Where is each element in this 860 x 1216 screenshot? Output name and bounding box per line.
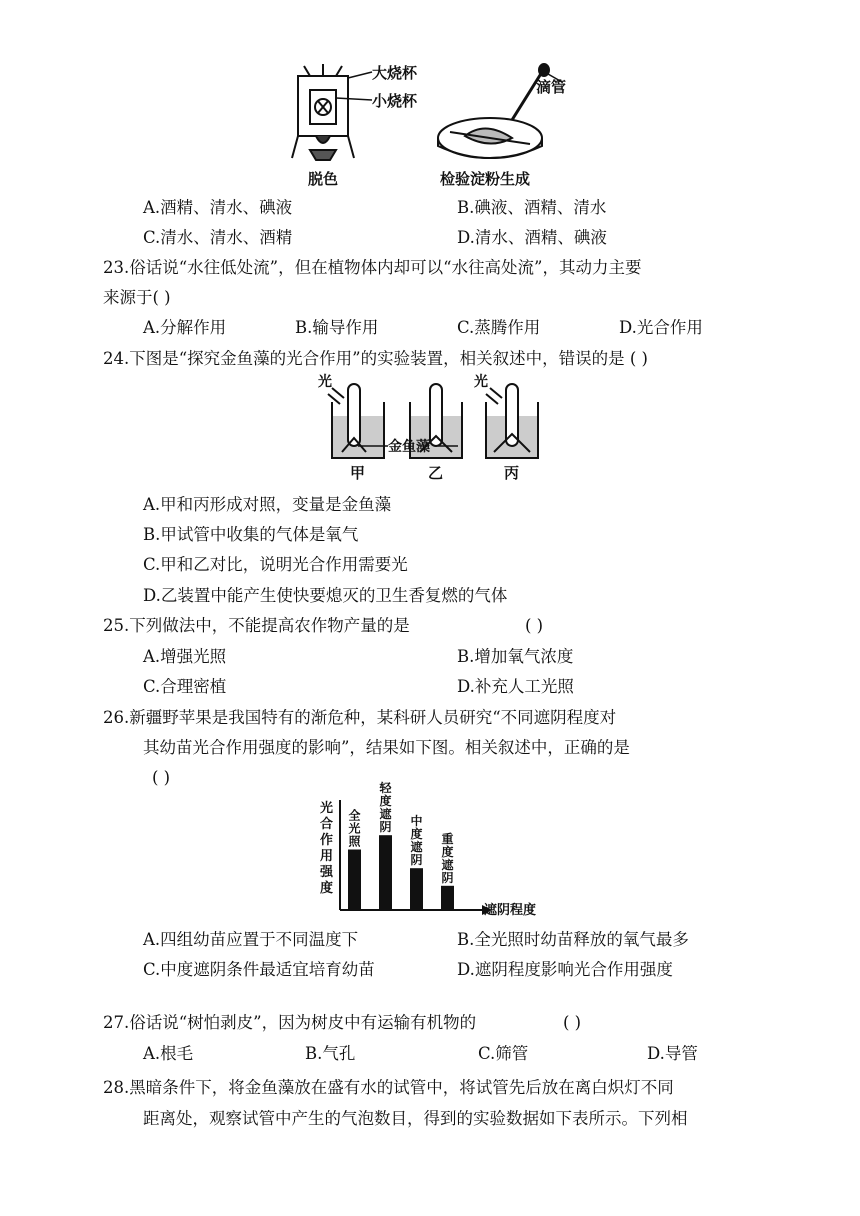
shading-photosynthesis-chart (316, 781, 548, 918)
category-label-3: 重度遮阴 (441, 831, 454, 885)
y-axis-label-char: 用 (320, 849, 334, 864)
category-label-0: 全光照 (348, 808, 361, 849)
x-axis-label: 遮阴程度 (484, 903, 537, 918)
bar-1 (379, 835, 392, 910)
q25-option-b: B.增加氧气浓度 (457, 647, 574, 666)
q22-option-c: C.清水、清水、酒精 (143, 228, 293, 247)
q27-option-a: A.根毛 (143, 1044, 194, 1063)
label-jia: 甲 (350, 464, 366, 482)
y-axis-label-char: 合 (320, 817, 334, 832)
category-label-2: 中度遮阴 (410, 814, 423, 868)
q27-stem: 27.俗话说“树怕剥皮”，因为树皮中有运输有机物的 (103, 1013, 477, 1032)
q26-option-c: C.中度遮阴条件最适宜培育幼苗 (143, 960, 375, 979)
q24-option-a: A.甲和丙形成对照，变量是金鱼藻 (143, 495, 392, 514)
q23-stem-line1: 23.俗话说“水往低处流”，但在植物体内却可以“水往高处流”，其动力主要 (103, 258, 642, 277)
caption-decolorize: 脱色 (308, 170, 339, 188)
bar-0 (348, 850, 361, 911)
label-goldfish-weed: 金鱼藻 (388, 439, 430, 455)
q28-stem-line1: 28.黑暗条件下，将金鱼藻放在盛有水的试管中，将试管先后放在离白炽灯不同 (103, 1078, 674, 1097)
q23-option-b: B.输导作用 (295, 318, 379, 337)
y-axis-label-char: 光 (320, 801, 334, 816)
q27-option-c: C.筛管 (478, 1044, 529, 1063)
q24-option-c: C.甲和乙对比，说明光合作用需要光 (143, 555, 408, 574)
q22-option-d: D.清水、酒精、碘液 (457, 228, 607, 247)
q26-option-a: A.四组幼苗应置于不同温度下 (143, 930, 359, 949)
q26-stem-line1: 26.新疆野苹果是我国特有的渐危种，某科研人员研究“不同遮阴程度对 (103, 708, 617, 727)
q22-option-b: B.碘液、酒精、清水 (457, 198, 607, 217)
q26-option-d: D.遮阴程度影响光合作用强度 (457, 960, 673, 979)
y-axis-label-char: 强 (320, 865, 334, 880)
goldfish-weed-figure (318, 372, 548, 484)
q27-option-d: D.导管 (647, 1044, 698, 1063)
label-dropper: 滴管 (536, 78, 567, 96)
q23-stem-line2: 来源于( ) (103, 288, 171, 307)
label-small-beaker: 小烧杯 (372, 92, 418, 110)
bar-2 (410, 868, 423, 910)
water-bath-apparatus (292, 64, 354, 160)
q23-option-a: A.分解作用 (143, 318, 227, 337)
q27-answer-paren: ( ) (563, 1013, 582, 1032)
y-axis-label (319, 800, 334, 896)
label-bing: 丙 (504, 464, 520, 482)
q22-option-a: A.酒精、清水、碘液 (143, 198, 293, 217)
q25-option-c: C.合理密植 (143, 677, 227, 696)
q24-stem: 24.下图是“探究金鱼藻的光合作用”的实验装置，相关叙述中，错误的是 ( ) (103, 349, 648, 368)
q23-option-d: D.光合作用 (619, 318, 703, 337)
category-label-1: 轻度遮阴 (379, 781, 392, 835)
q28-stem-line2: 距离处，观察试管中产生的气泡数目，得到的实验数据如下表所示。下列相 (143, 1109, 688, 1128)
q24-option-d: D.乙装置中能产生使快要熄灭的卫生香复燃的气体 (143, 586, 508, 605)
q26-option-b: B.全光照时幼苗释放的氧气最多 (457, 930, 689, 949)
q26-stem-line3: ( ) (152, 768, 171, 787)
petri-dish-apparatus (438, 64, 549, 158)
bar-3 (441, 886, 454, 910)
label-big-beaker: 大烧杯 (372, 64, 418, 82)
caption-starch-test: 检验淀粉生成 (440, 170, 531, 188)
q25-option-d: D.补充人工光照 (457, 677, 574, 696)
q25-answer-paren: ( ) (525, 616, 544, 635)
label-light-left: 光 (318, 374, 332, 390)
decolorize-starch-test-figure (280, 58, 580, 190)
label-yi: 乙 (428, 464, 444, 482)
y-axis-label-char: 度 (320, 881, 334, 896)
y-axis-label-char: 作 (320, 833, 334, 848)
q27-option-b: B.气孔 (305, 1044, 356, 1063)
q25-option-a: A.增强光照 (143, 647, 227, 666)
q25-stem: 25.下列做法中，不能提高农作物产量的是 (103, 616, 410, 635)
q23-option-c: C.蒸腾作用 (457, 318, 541, 337)
label-light-right: 光 (474, 374, 488, 390)
q24-option-b: B.甲试管中收集的气体是氧气 (143, 525, 359, 544)
q26-stem-line2: 其幼苗光合作用强度的影响”，结果如下图。相关叙述中，正确的是 (143, 738, 630, 757)
